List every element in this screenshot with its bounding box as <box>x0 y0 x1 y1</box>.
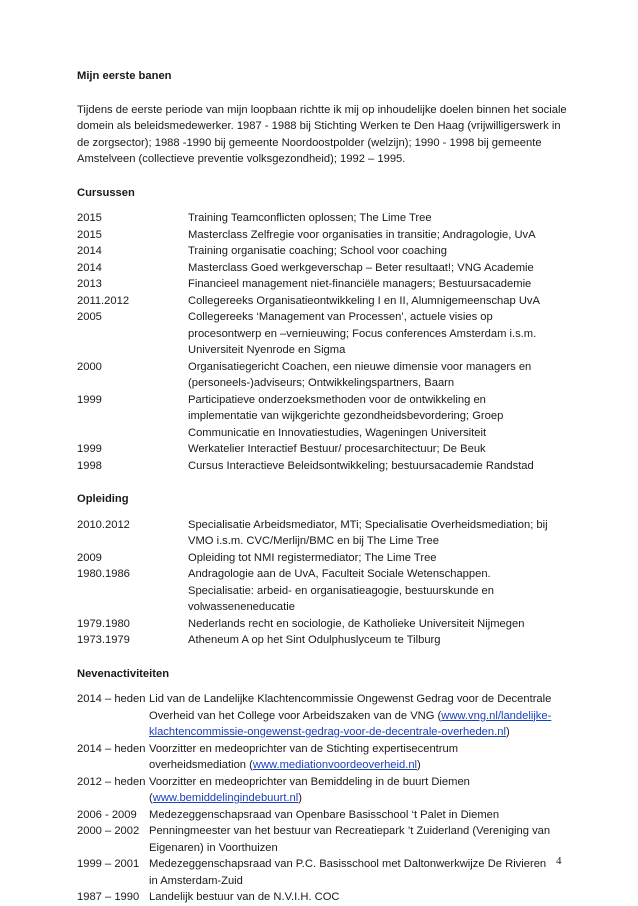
education-year: 1973.1979 <box>77 634 130 646</box>
activity-link[interactable]: www.vng.nl/landelijke- klachtencommissie-ongewenst-gedrag-voor-de-decentrale-overheden.nl <box>149 709 552 738</box>
activity-row <box>77 691 567 741</box>
activity-row <box>77 774 567 807</box>
courses-text: Training Teamconflicten oplossen; The Lime Tree <box>188 212 432 224</box>
activity-text <box>149 741 567 774</box>
courses-row <box>77 458 567 475</box>
activity-period: 1987 – 1990 <box>77 891 140 903</box>
courses-year: 2000 <box>77 360 102 373</box>
courses-row <box>77 359 567 392</box>
activity-period: 1999 – 2001 <box>77 858 140 870</box>
courses-year: 2015 <box>77 228 102 241</box>
courses-row <box>77 309 567 359</box>
courses-year: 2015 <box>77 212 102 224</box>
courses-text: Collegereeks Organisatieontwikkeling I en II, Alumnigemeenschap UvA <box>188 294 540 307</box>
education-text: Specialisatie Arbeidsmediator, MTi; Specialisatie Overheidsmediation; bij VMO i.s.m. CVC/Merlijn/BMC en bij The Lime Tree <box>188 518 548 547</box>
activity-row <box>77 889 567 906</box>
courses-year: 2014 <box>77 261 102 274</box>
activity-text <box>149 774 567 807</box>
courses-row <box>77 227 567 244</box>
activity-closing: ) <box>298 792 302 804</box>
activity-description: Penningmeester van het bestuur van Recreatiepark ’t Zuiderland (Vereniging van Eigenaren) in Voorthuizen <box>149 825 551 854</box>
courses-row <box>77 293 567 310</box>
courses-row <box>77 276 567 293</box>
heading-courses: Cursussen <box>77 186 135 199</box>
activity-description: Voorzitter en medeoprichter van de Stichting expertisecentrum overheidsmediation ( <box>149 742 459 771</box>
courses-text: Masterclass Zelfregie voor organisaties in transitie; Andragologie, UvA <box>188 228 536 241</box>
courses-year: 1998 <box>77 459 102 472</box>
activity-description: Medezeggenschapsraad van Openbare Basisschool ‘t Palet in Diemen <box>149 808 500 821</box>
activity-period: 2014 – heden <box>77 742 146 755</box>
courses-text: Cursus Interactieve Beleidsontwikkeling; bestuursacademie Randstad <box>188 459 534 472</box>
activity-text <box>149 807 567 824</box>
courses-text: Collegereeks ‘Management van Processen’, actuele visies op procesontwerp en –vernieuwing; Focus conferences Amsterdam i.s.m. Universiteit Nyenrode en Sigma <box>188 311 537 356</box>
courses-list <box>77 210 567 474</box>
courses-text: Werkatelier Interactief Bestuur/ procesarchitectuur; De Beuk <box>188 443 486 455</box>
courses-row <box>77 260 567 277</box>
education-row <box>77 566 567 616</box>
activity-text <box>149 856 567 889</box>
activity-closing: ) <box>417 759 421 771</box>
education-year: 2009 <box>77 551 102 564</box>
courses-year: 2013 <box>77 278 102 290</box>
heading-side-activities: Nevenactiviteiten <box>77 667 170 680</box>
activity-period: 2000 – 2002 <box>77 825 140 837</box>
courses-text: Masterclass Goed werkgeverschap – Beter resultaat!; VNG Academie <box>188 261 534 274</box>
side-activities-list <box>77 691 567 906</box>
activity-description: Landelijk bestuur van de N.V.I.H. COC <box>149 891 340 903</box>
activity-period: 2006 - 2009 <box>77 808 137 821</box>
activity-description: Medezeggenschapsraad van P.C. Basisschool met Daltonwerkwijze De Rivieren in Amsterdam-Zuid <box>149 858 547 887</box>
courses-row <box>77 392 567 442</box>
courses-year: 1999 <box>77 443 102 455</box>
courses-text: Organisatiegericht Coachen, een nieuwe dimensie voor managers en (personeels-)adviseurs; Ontwikkelingspartners, Baarn <box>188 360 532 389</box>
activity-description: Voorzitter en medeoprichter van Bemiddeling in de buurt Diemen ( <box>149 775 470 804</box>
education-year: 2010.2012 <box>77 518 130 531</box>
education-row <box>77 616 567 633</box>
first-jobs-paragraph: Tijdens de eerste periode van mijn loopbaan richtte ik mij op inhoudelijke doelen binnen het sociale domein als beleidsmedewerker. 1987 - 1988 bij Stichting Werken te Den Haag (vrijwilligerswerk in de zorgsector); 1988 -1990 bij gemeente Noordoostpolder (welzijn); 1990 - 1998 bij gemeente Amstelveen (collectieve preventie volksgezondheid); 1992 – 1995. <box>77 103 567 165</box>
education-text: Atheneum A op het Sint Odulphuslyceum te Tilburg <box>188 634 441 646</box>
activity-period: 2012 – heden <box>77 775 146 788</box>
education-year: 1979.1980 <box>77 617 130 630</box>
activity-link[interactable]: www.mediationvoordeoverheid.nl <box>252 759 418 771</box>
education-year: 1980.1986 <box>77 568 130 580</box>
heading-first-jobs: Mijn eerste banen <box>77 70 172 82</box>
courses-row <box>77 243 567 260</box>
courses-year: 2005 <box>77 311 102 323</box>
activity-text <box>149 823 567 856</box>
activity-description: Lid van de Landelijke Klachtencommissie Ongewenst Gedrag voor de Decentrale Overheid van het College voor Arbeidszaken van de VNG ( <box>149 693 552 722</box>
activity-row <box>77 856 567 889</box>
activity-text <box>149 691 567 741</box>
courses-year: 2014 <box>77 245 102 257</box>
courses-text: Financieel management niet-financiële managers; Bestuursacademie <box>188 278 532 290</box>
activity-period: 2014 – heden <box>77 693 146 705</box>
activity-text <box>149 889 567 906</box>
page-number: 4 <box>556 855 562 867</box>
education-row <box>77 632 567 649</box>
activity-row <box>77 741 567 774</box>
education-text: Opleiding tot NMI registermediator; The Lime Tree <box>188 551 437 564</box>
education-list <box>77 517 567 649</box>
education-text: Nederlands recht en sociologie, de Katholieke Universiteit Nijmegen <box>188 617 525 630</box>
courses-year: 2011.2012 <box>77 294 130 307</box>
education-row <box>77 517 567 550</box>
document-page <box>77 68 567 906</box>
activity-row <box>77 807 567 824</box>
activity-link[interactable]: www.bemiddelingindebuurt.nl <box>152 792 299 804</box>
activity-closing: ) <box>505 726 510 738</box>
courses-row <box>77 441 567 458</box>
education-text: Andragologie aan de UvA, Faculteit Sociale Wetenschappen. Specialisatie: arbeid- en organisatieagogie, bestuurskunde en volwasseneneducatie <box>188 568 494 613</box>
courses-text: Participatieve onderzoeksmethoden voor de ontwikkeling en implementatie van wijkgerichte gezondheidsbevordering; Groep Communicatie en Innovatiestudies, Wageningen Universiteit <box>188 393 504 439</box>
courses-row <box>77 210 567 227</box>
courses-text: Training organisatie coaching; School voor coaching <box>188 245 447 257</box>
education-row <box>77 550 567 567</box>
activity-row <box>77 823 567 856</box>
courses-year: 1999 <box>77 393 102 406</box>
heading-education: Opleiding <box>77 493 129 505</box>
